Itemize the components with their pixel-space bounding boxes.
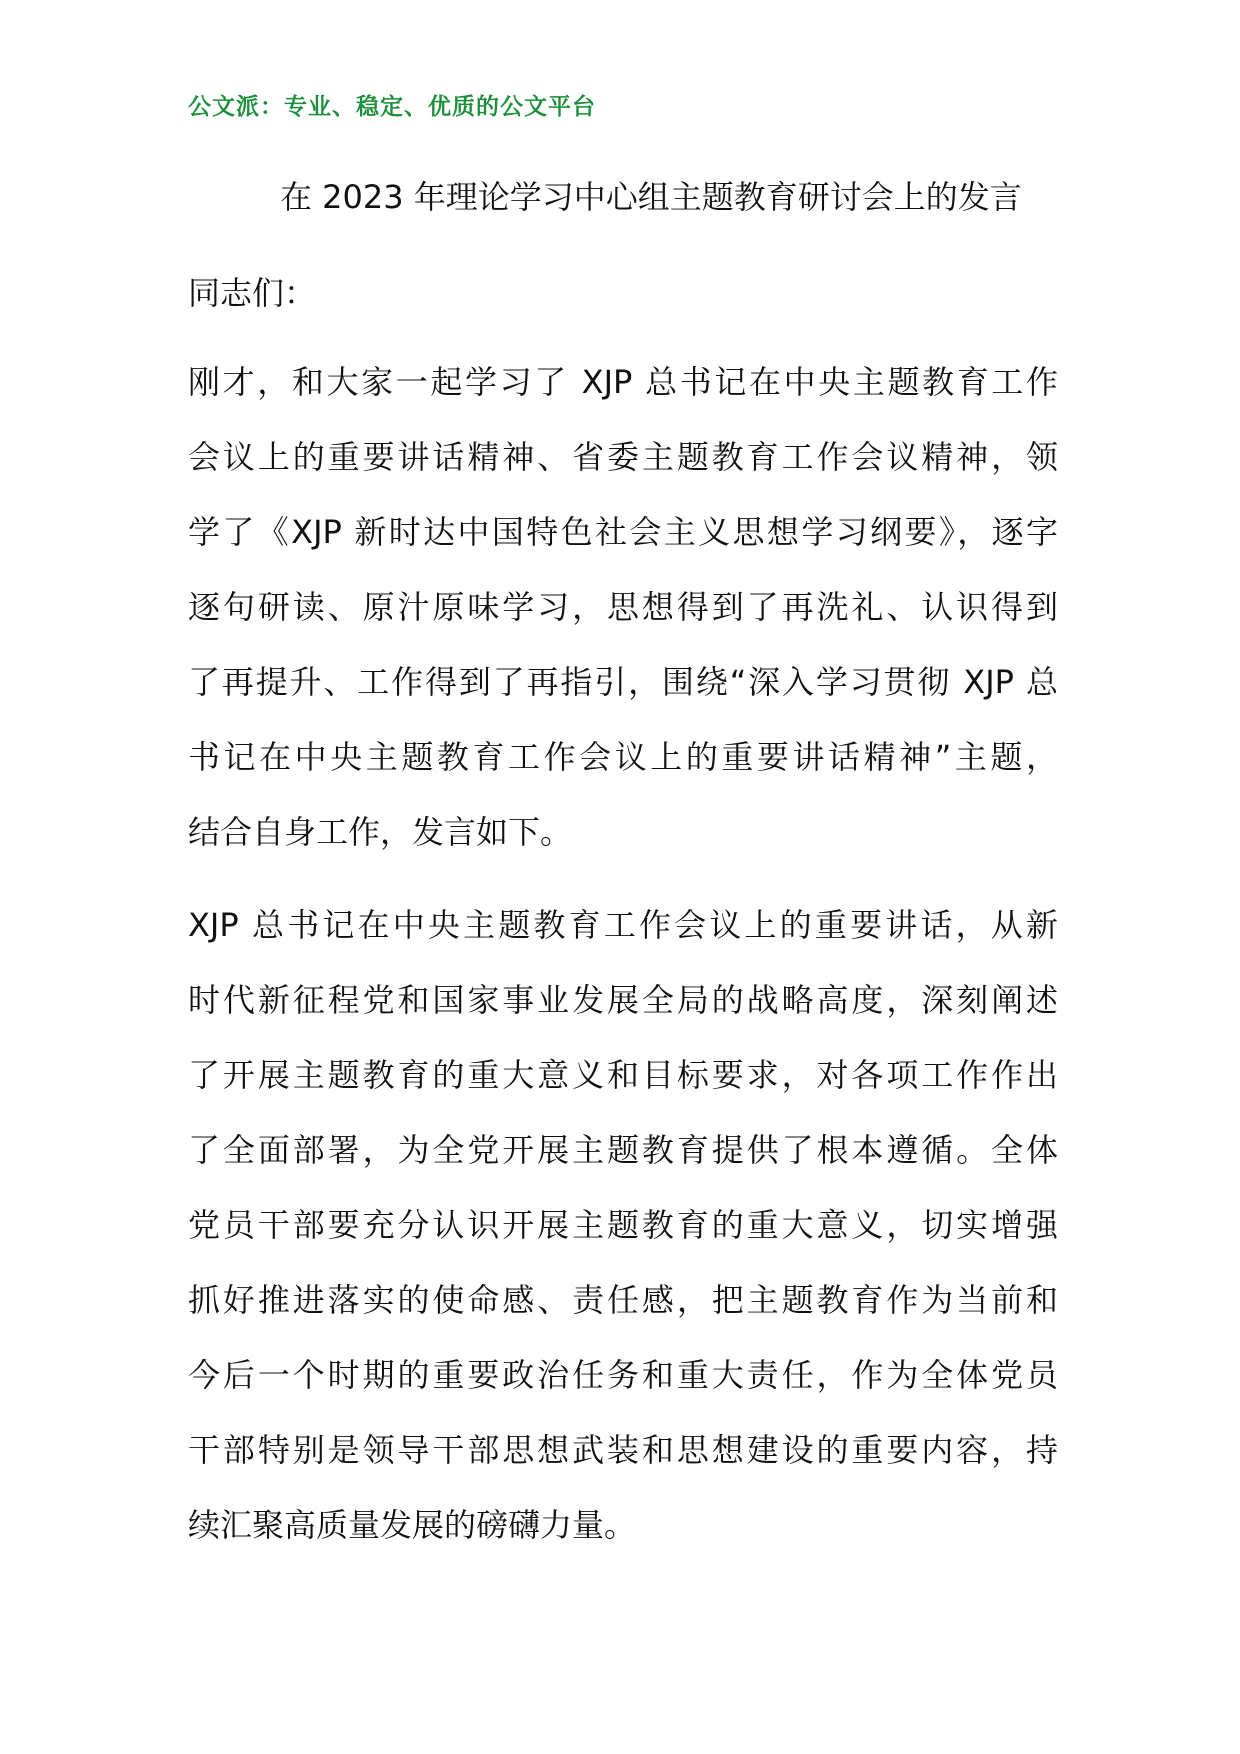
paragraph-line: 学了《XJP 新时达中国特色社会主义思想学习纲要》，逐字 <box>188 513 1058 551</box>
paragraph-line: 时代新征程党和国家事业发展全局的战略高度，深刻阐述 <box>188 981 1058 1019</box>
paragraph-2 <box>188 888 1058 1563</box>
paragraph-line: 今后一个时期的重要政治任务和重大责任，作为全体党员 <box>188 1356 1058 1394</box>
paragraph-line: 党员干部要充分认识开展主题教育的重大意义，切实增强 <box>188 1206 1058 1244</box>
paragraph-line: 续汇聚高质量发展的磅礴力量。 <box>188 1506 637 1544</box>
paragraph-line: 会议上的重要讲话精神、省委主题教育工作会议精神，领 <box>188 438 1058 476</box>
paragraph-line: 了再提升、工作得到了再指引，围绕“深入学习贯彻 XJP 总 <box>188 663 1058 701</box>
paragraph-line: 结合自身工作，发言如下。 <box>188 813 573 851</box>
paragraph-line: 逐句研读、原汁原味学习，思想得到了再洗礼、认识得到 <box>188 588 1058 626</box>
paragraph-1 <box>188 345 1058 870</box>
paragraph-line: 刚才，和大家一起学习了 XJP 总书记在中央主题教育工作 <box>188 363 1058 401</box>
paragraph-line: 抓好推进落实的使命感、责任感，把主题教育作为当前和 <box>188 1281 1058 1319</box>
paragraph-line: 了开展主题教育的重大意义和目标要求，对各项工作作出 <box>188 1056 1058 1094</box>
paragraph-line: 干部特别是领导干部思想武装和思想建设的重要内容，持 <box>188 1431 1058 1469</box>
brand-header: 公文派：专业、稳定、优质的公文平台 <box>188 94 596 120</box>
salutation: 同志们： <box>188 274 317 312</box>
paragraph-line: XJP 总书记在中央主题教育工作会议上的重要讲话，从新 <box>188 906 1058 944</box>
document-title: 在 2023 年理论学习中心组主题教育研讨会上的发言 <box>280 178 1022 216</box>
paragraph-line: 书记在中央主题教育工作会议上的重要讲话精神”主题， <box>188 738 1058 776</box>
paragraph-line: 了全面部署，为全党开展主题教育提供了根本遵循。全体 <box>188 1131 1058 1169</box>
